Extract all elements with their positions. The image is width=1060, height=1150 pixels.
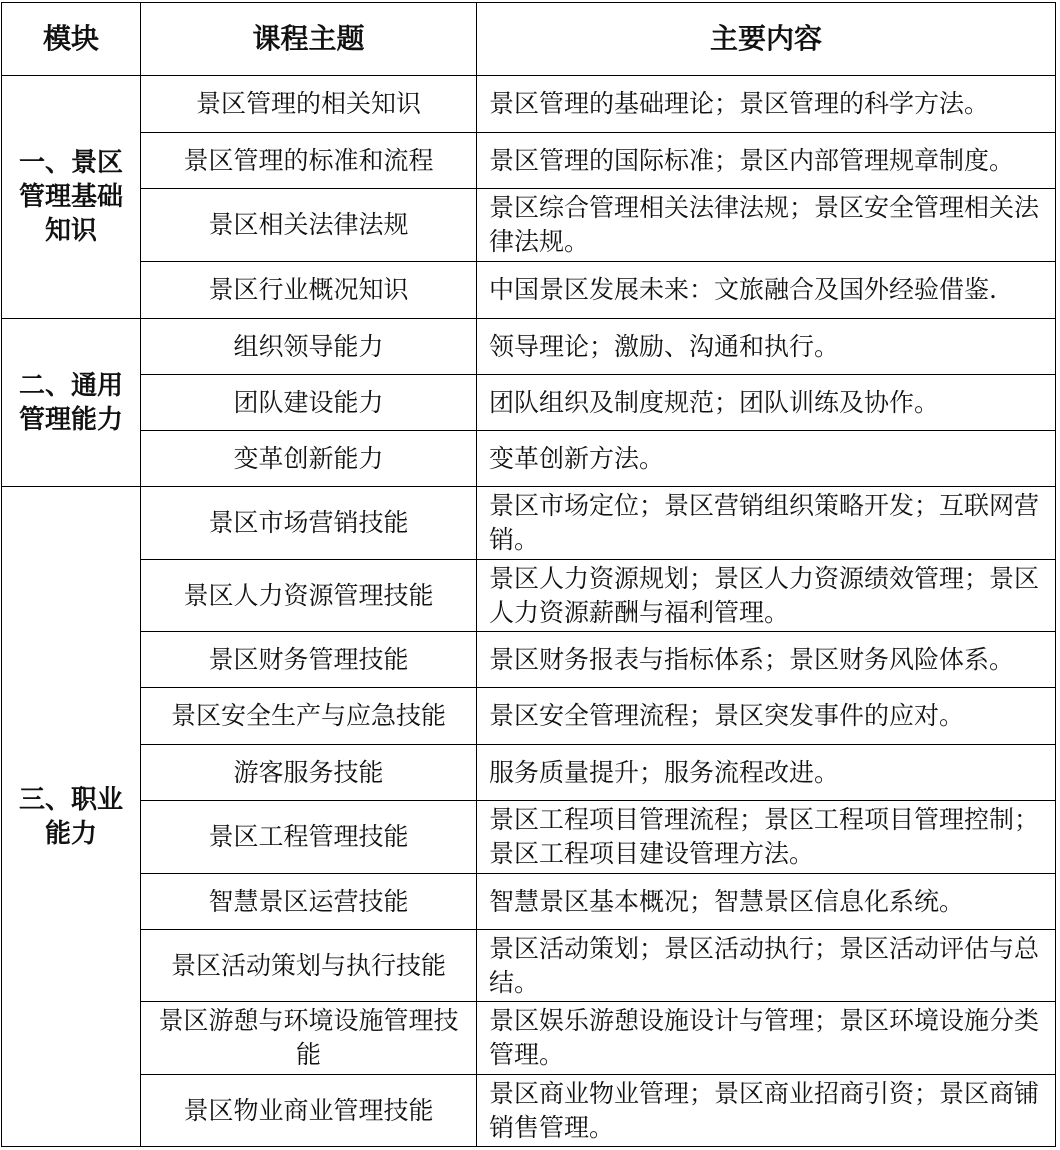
header-content: 主要内容	[477, 3, 1056, 76]
table-row	[2, 319, 1056, 375]
table-row	[2, 189, 1056, 262]
module-cell: 三、职业能力	[2, 487, 141, 1147]
table-row	[2, 688, 1056, 745]
content-cell: 景区人力资源规划；景区人力资源绩效管理；景区人力资源薪酬与福利管理。	[477, 560, 1056, 632]
topic-cell: 景区物业商业管理技能	[141, 1075, 477, 1147]
topic-cell: 变革创新能力	[141, 431, 477, 487]
content-cell: 团队组织及制度规范；团队训练及协作。	[477, 375, 1056, 431]
header-topic: 课程主题	[141, 3, 477, 76]
content-cell: 领导理论；激励、沟通和执行。	[477, 319, 1056, 375]
table-row	[2, 632, 1056, 688]
topic-cell: 团队建设能力	[141, 375, 477, 431]
topic-cell: 景区相关法律法规	[141, 189, 477, 262]
table-row	[2, 431, 1056, 487]
content-cell: 景区管理的基础理论；景区管理的科学方法。	[477, 76, 1056, 133]
header-module: 模块	[2, 3, 141, 76]
content-cell: 智慧景区基本概况；智慧景区信息化系统。	[477, 874, 1056, 930]
content-cell: 景区市场定位；景区营销组织策略开发；互联网营销。	[477, 487, 1056, 560]
table-row	[2, 745, 1056, 801]
content-cell: 中国景区发展未来：文旅融合及国外经验借鉴.	[477, 262, 1056, 319]
content-cell: 景区管理的国际标准；景区内部管理规章制度。	[477, 133, 1056, 189]
content-cell: 变革创新方法。	[477, 431, 1056, 487]
topic-cell: 景区工程管理技能	[141, 801, 477, 874]
topic-cell: 组织领导能力	[141, 319, 477, 375]
table-row	[2, 262, 1056, 319]
header-row	[2, 3, 1056, 76]
topic-cell: 景区市场营销技能	[141, 487, 477, 560]
curriculum-table	[1, 2, 1056, 1147]
content-cell: 景区商业物业管理；景区商业招商引资；景区商铺销售管理。	[477, 1075, 1056, 1147]
topic-cell: 景区游憩与环境设施管理技能	[141, 1002, 477, 1075]
table-row	[2, 930, 1056, 1002]
content-cell: 景区综合管理相关法律法规；景区安全管理相关法律法规。	[477, 189, 1056, 262]
topic-cell: 景区活动策划与执行技能	[141, 930, 477, 1002]
topic-cell: 景区管理的标准和流程	[141, 133, 477, 189]
content-cell: 景区安全管理流程；景区突发事件的应对。	[477, 688, 1056, 745]
topic-cell: 景区安全生产与应急技能	[141, 688, 477, 745]
topic-cell: 景区财务管理技能	[141, 632, 477, 688]
table-row	[2, 375, 1056, 431]
topic-cell: 智慧景区运营技能	[141, 874, 477, 930]
table-row	[2, 560, 1056, 632]
module-cell: 一、景区管理基础知识	[2, 76, 141, 319]
table-row	[2, 801, 1056, 874]
content-cell: 景区娱乐游憩设施设计与管理；景区环境设施分类管理。	[477, 1002, 1056, 1075]
topic-cell: 景区管理的相关知识	[141, 76, 477, 133]
table-row	[2, 487, 1056, 560]
content-cell: 景区财务报表与指标体系；景区财务风险体系。	[477, 632, 1056, 688]
content-cell: 服务质量提升；服务流程改进。	[477, 745, 1056, 801]
table-row	[2, 76, 1056, 133]
table-row	[2, 1075, 1056, 1147]
topic-cell: 游客服务技能	[141, 745, 477, 801]
topic-cell: 景区行业概况知识	[141, 262, 477, 319]
table-row	[2, 1002, 1056, 1075]
table-row	[2, 133, 1056, 189]
content-cell: 景区工程项目管理流程；景区工程项目管理控制；景区工程项目建设管理方法。	[477, 801, 1056, 874]
table-row	[2, 874, 1056, 930]
module-cell: 二、通用管理能力	[2, 319, 141, 487]
topic-cell: 景区人力资源管理技能	[141, 560, 477, 632]
content-cell: 景区活动策划；景区活动执行；景区活动评估与总结。	[477, 930, 1056, 1002]
